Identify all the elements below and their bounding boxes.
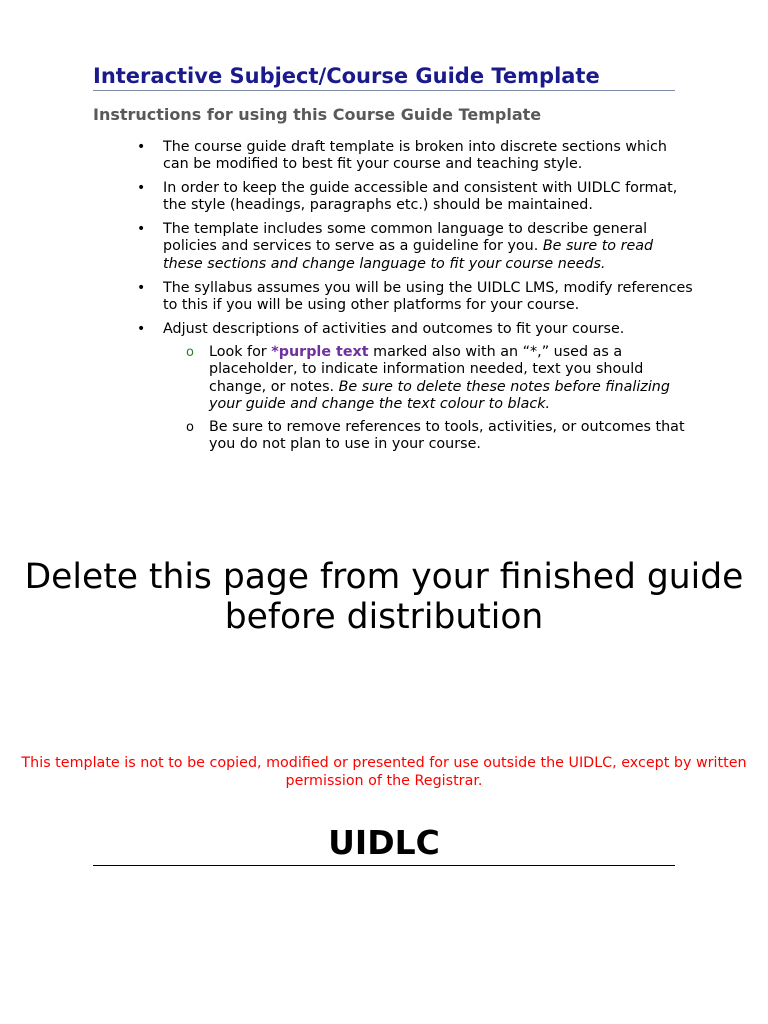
delete-page-notice: Delete this page from your finished guide before distribution [24, 557, 744, 637]
list-item [93, 139, 693, 174]
bullet-marker: • [137, 180, 146, 197]
title-divider [93, 90, 675, 91]
list-item [93, 321, 693, 338]
sub-bullet-marker: o [186, 344, 194, 360]
page-title: Interactive Subject/Course Guide Template [93, 64, 600, 88]
instructions-list [93, 139, 693, 460]
sub-item-prefix: Look for [209, 343, 272, 360]
list-item [93, 180, 693, 215]
list-item [93, 280, 693, 315]
sub-list-item [93, 344, 693, 413]
list-item-italic-note: Be sure to read these sections and change language to fit your course needs. [163, 238, 654, 272]
bullet-marker: • [137, 320, 146, 337]
sub-item-italic-note: Be sure to delete these notes before finalizing your guide and change the text colour to black. [209, 378, 670, 412]
bullet-marker: • [137, 279, 146, 296]
list-item-text: The syllabus assumes you will be using the UIDLC LMS, modify references to this if you will be using other platforms for your course. [163, 279, 693, 313]
brand-name: UIDLC [328, 823, 440, 862]
purple-placeholder-text: *purple text [271, 343, 369, 360]
list-item-text: Adjust descriptions of activities and outcomes to fit your course. [163, 320, 625, 337]
bullet-marker: • [137, 221, 146, 238]
sub-item-text: marked also with an “*,” used as a placeholder, to indicate information needed, text you should change, or notes. [209, 343, 644, 395]
list-item [93, 221, 693, 273]
sub-bullet-marker: o [186, 420, 194, 436]
footer-divider [93, 865, 675, 866]
sub-list-item [93, 419, 693, 454]
list-item-text: The course guide draft template is broken into discrete sections which can be modified to best fit your course and teaching style. [163, 139, 667, 173]
bullet-marker: • [137, 139, 146, 155]
list-item-text: In order to keep the guide accessible and consistent with UIDLC format, the style (headings, paragraphs etc.) should be maintained. [163, 180, 678, 214]
instructions-heading: Instructions for using this Course Guide Template [93, 105, 542, 124]
copyright-notice: This template is not to be copied, modified or presented for use outside the UIDLC, except by written permission of the Registrar. [21, 755, 747, 789]
list-item-text: The template includes some common language to describe general policies and services to serve as a guideline for you. [163, 221, 648, 255]
sub-item-text: Be sure to remove references to tools, activities, or outcomes that you do not plan to use in your course. [209, 419, 685, 453]
